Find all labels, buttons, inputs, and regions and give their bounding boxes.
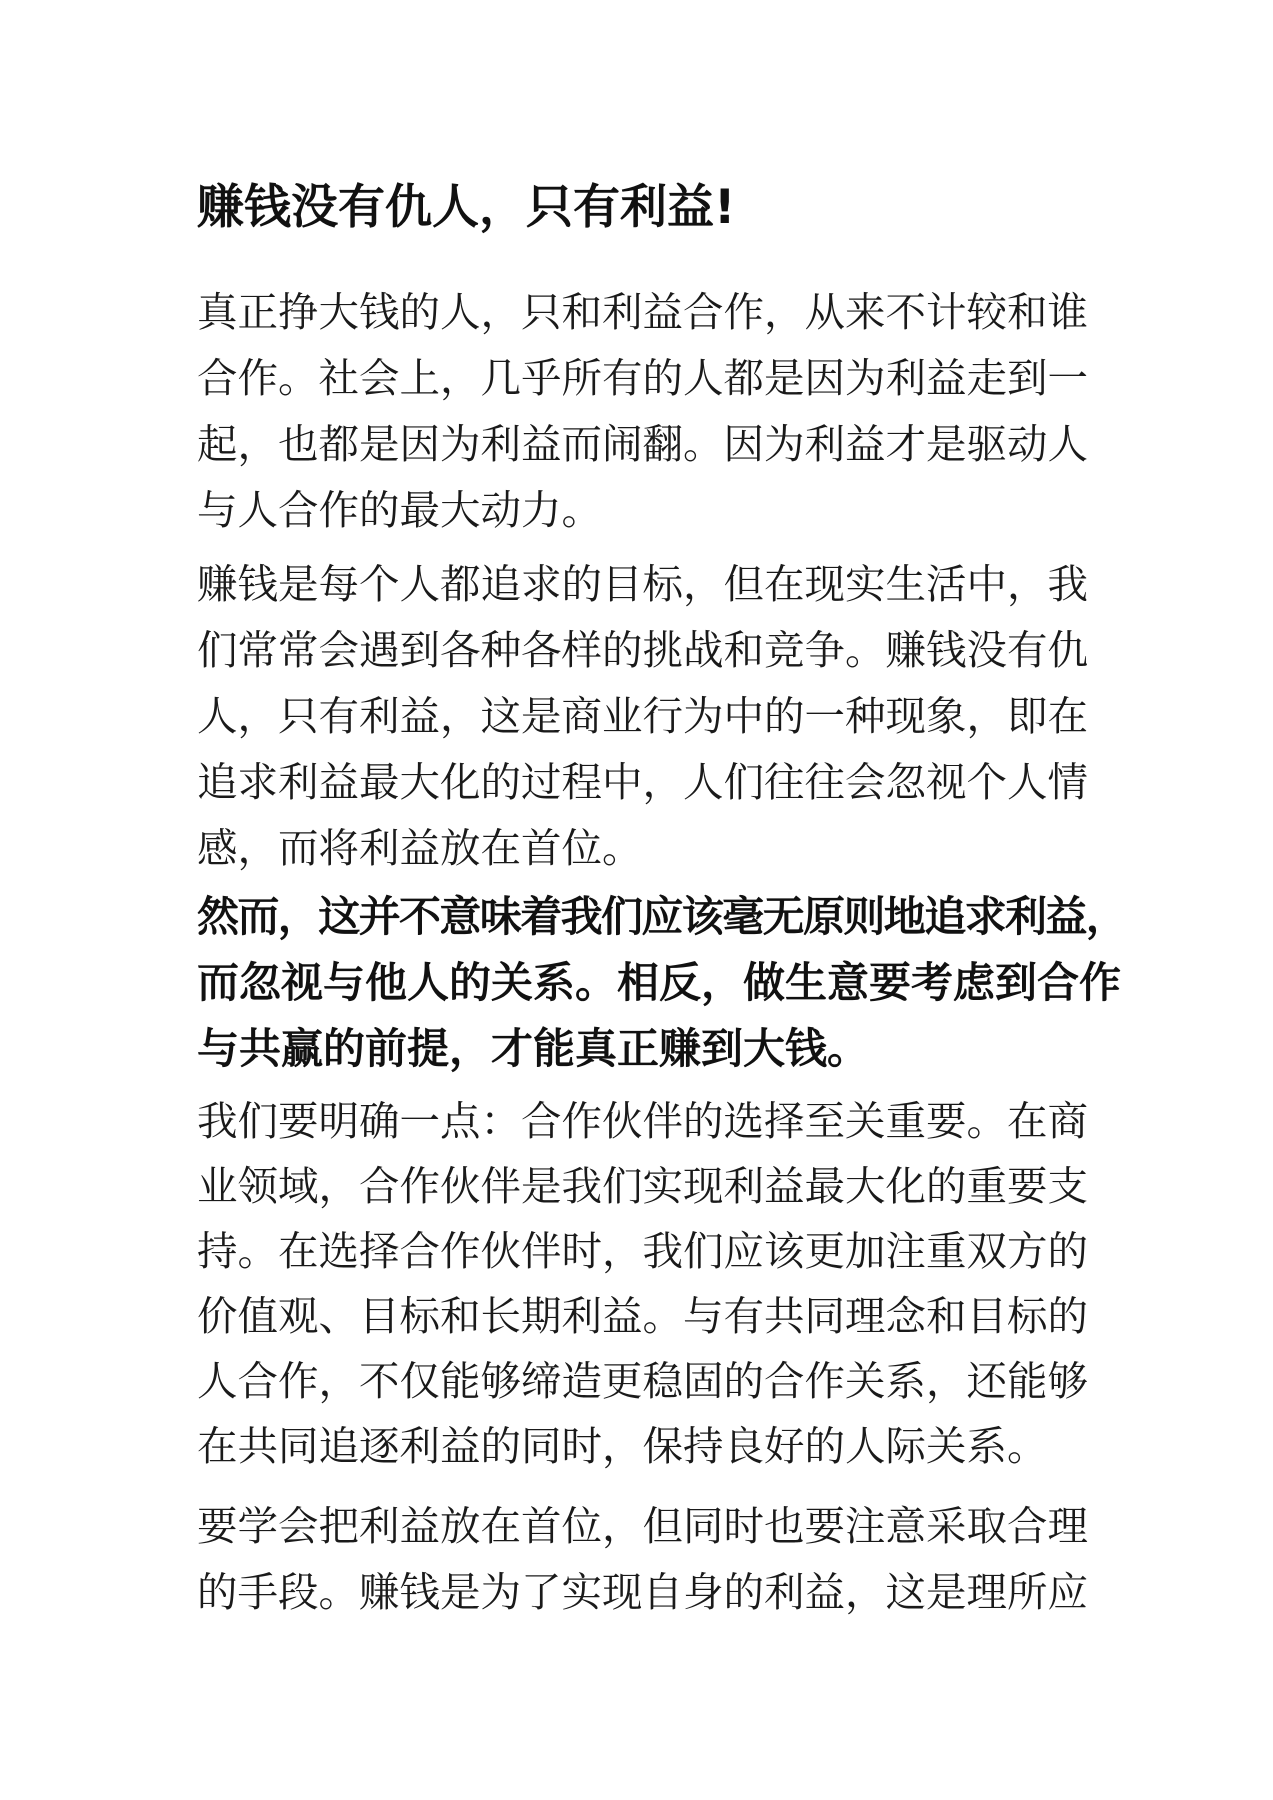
paragraph-line: 价值观、目标和长期利益。与有共同理念和目标的 — [197, 1292, 1088, 1340]
paragraph-line: 业领域，合作伙伴是我们实现利益最大化的重要支 — [197, 1162, 1088, 1210]
paragraph-line: 然而，这并不意味着我们应该毫无原则地追求利益， — [197, 892, 1127, 941]
paragraph-line: 与共赢的前提，才能真正赚到大钱。 — [197, 1024, 870, 1073]
paragraph-line: 与人合作的最大动力。 — [197, 486, 602, 534]
paragraph-line: 要学会把利益放在首位，但同时也要注意采取合理 — [197, 1502, 1088, 1550]
paragraph-3-emphasis — [197, 884, 1237, 1082]
paragraph-line: 们常常会遇到各种各样的挑战和竞争。赚钱没有仇 — [197, 626, 1088, 674]
paragraph-line: 合作。社会上，几乎所有的人都是因为利益走到一 — [197, 354, 1088, 402]
paragraph-line: 人，只有利益，这是商业行为中的一种现象，即在 — [197, 692, 1088, 740]
paragraph-1 — [197, 279, 1237, 543]
paragraph-5 — [197, 1493, 1237, 1625]
paragraph-line: 真正挣大钱的人，只和利益合作，从来不计较和谁 — [197, 288, 1088, 336]
paragraph-line: 我们要明确一点：合作伙伴的选择至关重要。在商 — [197, 1097, 1088, 1145]
article-title: 赚钱没有仇人，只有利益! — [197, 180, 736, 235]
paragraph-line: 感，而将利益放在首位。 — [197, 824, 643, 872]
paragraph-line: 起，也都是因为利益而闹翻。因为利益才是驱动人 — [197, 420, 1088, 468]
paragraph-4 — [197, 1089, 1237, 1479]
paragraph-line: 人合作，不仅能够缔造更稳固的合作关系，还能够 — [197, 1357, 1088, 1405]
paragraph-2 — [197, 551, 1237, 881]
paragraph-line: 而忽视与他人的关系。相反，做生意要考虑到合作 — [197, 958, 1122, 1007]
paragraph-line: 持。在选择合作伙伴时，我们应该更加注重双方的 — [197, 1227, 1088, 1275]
paragraph-line: 赚钱是每个人都追求的目标，但在现实生活中，我 — [197, 560, 1088, 608]
article-body — [197, 178, 1237, 1625]
paragraph-line: 在共同追逐利益的同时，保持良好的人际关系。 — [197, 1422, 1048, 1470]
paragraph-line: 的手段。赚钱是为了实现自身的利益，这是理所应 — [197, 1568, 1088, 1616]
paragraph-line: 追求利益最大化的过程中，人们往往会忽视个人情 — [197, 758, 1088, 806]
